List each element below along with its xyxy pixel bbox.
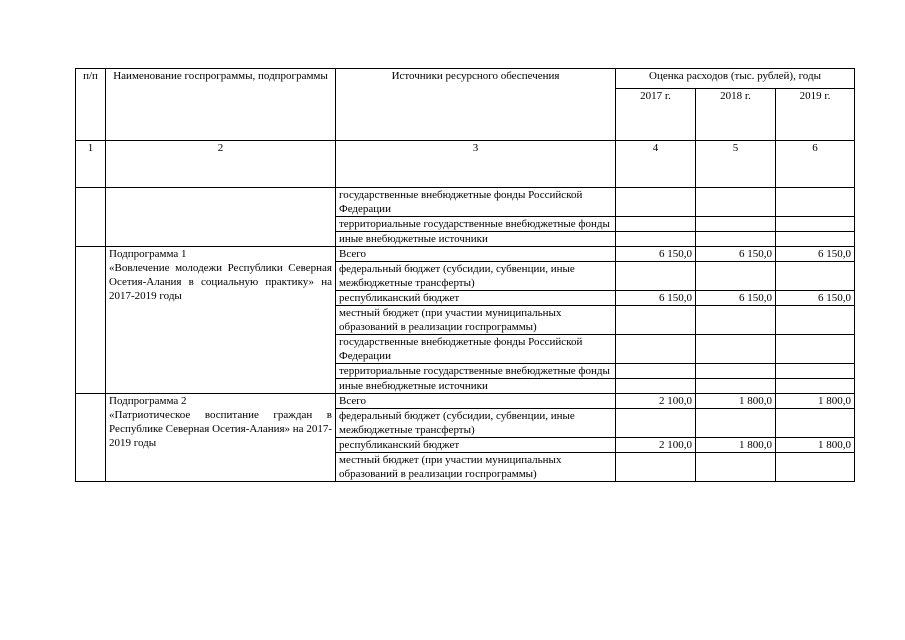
table-row <box>76 247 855 262</box>
source-cell: государственные внебюджетные фонды Российской Федерации <box>336 188 616 217</box>
header-year-2017: 2017 г. <box>616 89 696 141</box>
value-cell <box>696 262 776 291</box>
source-cell: государственные внебюджетные фонды Российской Федерации <box>336 335 616 364</box>
header-year-2018: 2018 г. <box>696 89 776 141</box>
column-index: 2 <box>106 141 336 188</box>
subprogram-title: Подпрограмма 1 <box>109 248 187 260</box>
value-cell <box>776 262 855 291</box>
value-cell <box>776 217 855 232</box>
empty-cell <box>76 394 106 482</box>
header-year-2019: 2019 г. <box>776 89 855 141</box>
source-cell: иные внебюджетные источники <box>336 379 616 394</box>
subprogram-2-cell <box>106 394 336 482</box>
value-cell <box>616 364 696 379</box>
value-cell <box>616 379 696 394</box>
value-cell <box>616 217 696 232</box>
value-cell: 1 800,0 <box>776 438 855 453</box>
source-cell: территориальные государственные внебюджетные фонды <box>336 217 616 232</box>
value-cell: 6 150,0 <box>616 247 696 262</box>
source-cell: иные внебюджетные источники <box>336 232 616 247</box>
value-cell: 1 800,0 <box>696 394 776 409</box>
value-cell: 1 800,0 <box>696 438 776 453</box>
header-estimate: Оценка расходов (тыс. рублей), годы <box>616 69 855 89</box>
value-cell <box>616 232 696 247</box>
value-cell <box>616 453 696 482</box>
subprogram-1-cell <box>106 247 336 394</box>
value-cell <box>776 188 855 217</box>
table-row <box>76 188 855 217</box>
value-cell: 6 150,0 <box>696 247 776 262</box>
column-index: 3 <box>336 141 616 188</box>
value-cell <box>776 335 855 364</box>
empty-cell <box>106 188 336 247</box>
source-cell: республиканский бюджет <box>336 291 616 306</box>
header-num: п/п <box>76 69 106 141</box>
value-cell <box>776 379 855 394</box>
subprogram-description: «Вовлечение молодежи Республики Северная Осетия-Алания в социальную практику» на 2017-2019 годы <box>109 262 332 302</box>
value-cell <box>696 306 776 335</box>
source-cell: территориальные государственные внебюджетные фонды <box>336 364 616 379</box>
source-cell: местный бюджет (при участии муниципальных образований в реализации госпрограммы) <box>336 453 616 482</box>
value-cell <box>696 335 776 364</box>
budget-table <box>75 68 855 482</box>
source-cell: Всего <box>336 247 616 262</box>
source-cell: Всего <box>336 394 616 409</box>
value-cell: 6 150,0 <box>776 247 855 262</box>
value-cell <box>616 262 696 291</box>
header-name: Наименование госпрограммы, подпрограммы <box>106 69 336 141</box>
value-cell <box>616 335 696 364</box>
value-cell <box>696 453 776 482</box>
value-cell <box>696 409 776 438</box>
value-cell <box>776 306 855 335</box>
value-cell: 2 100,0 <box>616 394 696 409</box>
value-cell <box>776 453 855 482</box>
value-cell <box>616 409 696 438</box>
column-index: 6 <box>776 141 855 188</box>
value-cell <box>616 188 696 217</box>
column-index: 5 <box>696 141 776 188</box>
empty-cell <box>76 188 106 247</box>
header-sources: Источники ресурсного обеспечения <box>336 69 616 141</box>
value-cell: 6 150,0 <box>776 291 855 306</box>
column-index: 1 <box>76 141 106 188</box>
value-cell <box>696 364 776 379</box>
source-cell: республиканский бюджет <box>336 438 616 453</box>
value-cell <box>776 232 855 247</box>
value-cell <box>776 409 855 438</box>
value-cell: 6 150,0 <box>616 291 696 306</box>
value-cell <box>696 379 776 394</box>
value-cell <box>696 232 776 247</box>
value-cell: 1 800,0 <box>776 394 855 409</box>
subprogram-description: «Патриотическое воспитание граждан в Республике Северная Осетия-Алания» на 2017-2019 годы <box>109 409 332 449</box>
value-cell <box>776 364 855 379</box>
value-cell: 6 150,0 <box>696 291 776 306</box>
source-cell: федеральный бюджет (субсидии, субвенции, иные межбюджетные трансферты) <box>336 409 616 438</box>
value-cell <box>696 217 776 232</box>
table-row <box>76 394 855 409</box>
empty-cell <box>76 247 106 394</box>
source-cell: федеральный бюджет (субсидии, субвенции, иные межбюджетные трансферты) <box>336 262 616 291</box>
value-cell: 2 100,0 <box>616 438 696 453</box>
value-cell <box>696 188 776 217</box>
subprogram-title: Подпрограмма 2 <box>109 395 187 407</box>
value-cell <box>616 306 696 335</box>
source-cell: местный бюджет (при участии муниципальных образований в реализации госпрограммы) <box>336 306 616 335</box>
column-index: 4 <box>616 141 696 188</box>
